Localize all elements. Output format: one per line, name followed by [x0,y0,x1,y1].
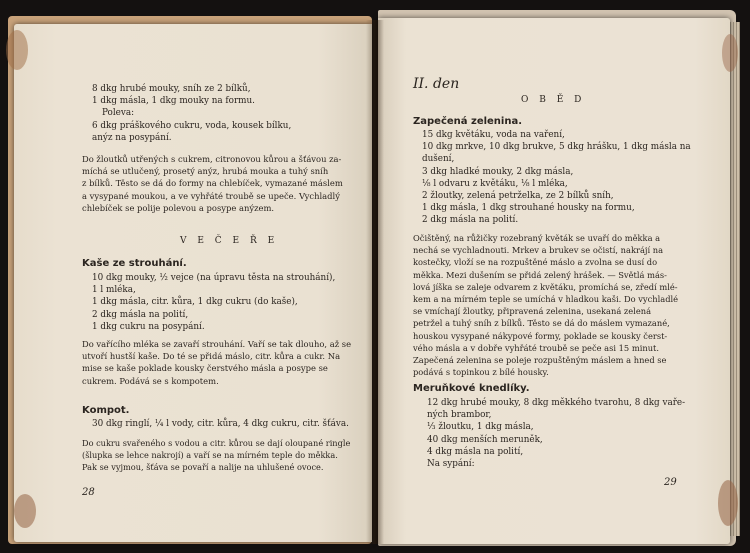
text-line: a vysypané moukou, a ve vyhřáté troubě se upeče. Vychladlý [82,190,340,201]
recipe-title-zapecena-zelenina: Zapečená zelenina. [413,116,523,127]
text-line: Očištěný, na růžičky rozebraný květák se uvaří do měkka a [413,233,661,243]
list-item: 12 dkg hrubé mouky, 8 dkg měkkého tvarohu, 8 dkg vaře- [427,398,686,408]
recipe-title-kompot: Kompot. [82,405,130,416]
recipe-1-ingredients [92,272,335,333]
left-paragraph-1 [82,153,343,214]
text-line: Pak se vyjmou, šťáva se povaří a nalije na uhlušené ovoce. [82,462,324,473]
text-line: kostečky, vloží se na rozpuštěné máslo a zvolna se dusí do [413,257,658,268]
left-ingredient-list [92,83,291,144]
text-line: míchá se utlučený, prosetý anýz, hrubá mouka a tuhý sníh [82,166,329,177]
right-paragraph-1 [413,232,678,378]
left-paragraph-3 [82,437,350,474]
list-item: 1 l mléka, [92,285,136,296]
page-number-left: 28 [82,487,95,498]
list-item: 1 dkg másla, citr. kůra, 1 dkg cukru (do kaše), [92,297,298,308]
list-item: anýz na posypání. [92,132,172,143]
right-recipe-1-ingredients [422,129,691,227]
list-item: ⅛ l odvaru z květáku, ⅛ l mléka, [422,178,568,189]
list-item: 30 dkg ringlí, ¼ l vody, citr. kůra, 4 dkg cukru, citr. šťáva. [92,419,349,429]
paper-stain [6,30,28,70]
text-line: utvoří hustší kaše. Do té se přidá máslo, citr. kůra a cukr. Na [82,351,341,362]
list-item: 10 dkg mrkve, 10 dkg brukve, 5 dkg hrášku, 1 dkg másla na [422,142,691,153]
list-item: 4 dkg másla na polití, [427,446,524,457]
list-item: dušení, [422,154,455,165]
list-item: 1 dkg másla, 1 dkg strouhané housky na formu, [422,203,635,214]
list-item: 15 dkg květáku, voda na vaření, [422,130,565,140]
list-item: ných brambor, [427,410,492,421]
book-gutter-shadow [366,20,384,544]
right-recipe-2-ingredients [427,397,685,470]
text-line: (šlupka se lehce nakrojí) a vaří se na mírném teple do měkka. [82,450,338,461]
text-line: Do žloutků utřených s cukrem, citronovou kůrou a šťávou za- [82,154,342,164]
list-item: 2 dkg másla na polití. [422,215,519,226]
day-title: II. den [413,76,460,92]
text-line: petržel a tuhý sníh z bílků. Těsto se dá do máslem vymazané, [413,318,670,329]
recipe-2-ingredients [92,418,349,430]
list-item: 1 dkg másla, 1 dkg mouky na formu. [92,96,255,107]
text-line: se vmíchají žloutky, připravená zelenina, usekaná zelená [413,306,652,317]
paper-stain [14,494,36,528]
text-line: houskou vysypané nákypové formy, poklade se kousky čerst- [413,330,668,341]
list-item: Poleva: [102,108,135,119]
paper-stain [722,34,738,72]
text-line: lová jíška se zaleje odvarem z květáku, promíchá se, zředí mlé- [413,281,678,292]
text-line: chlebíček se polije polevou a posype anýzem. [82,202,275,213]
text-line: mise se kaše poklade kousky čerstvého másla a posype se [82,363,328,374]
list-item: 2 žloutky, zelená petrželka, ze 2 bílků sníh, [422,191,614,202]
list-item: ⅓ žloutku, 1 dkg másla, [427,422,534,433]
section-title-obed: O B Ě D [521,95,586,105]
text-line: Zapečená zelenina se poleje rozpuštěným máslem a hned se [413,355,667,366]
list-item: Na sypání: [427,459,475,470]
list-item: 8 dkg hrubé mouky, sníh ze 2 bílků, [92,84,251,94]
text-line: podává s topinkou z bílé housky. [413,367,549,378]
recipe-title-merunkove-knedliky: Meruňkové knedlíky. [413,383,530,394]
list-item: 1 dkg cukru na posypání. [92,321,205,332]
list-item: 2 dkg másla na polití, [92,309,189,320]
left-paragraph-2 [82,338,351,387]
page-number-right: 29 [664,477,677,488]
list-item: 40 dkg menších meruněk, [427,434,543,445]
text-line: z bílků. Těsto se dá do formy na chlebíček, vymazané máslem [82,178,343,189]
list-item: 10 dkg mouky, ½ vejce (na úpravu těsta na strouhání), [92,273,336,283]
section-title-vecere: V E Č E Ř E [180,236,279,246]
text-line: Do vařícího mléka se zavaří strouhání. Vaří se tak dlouho, až se [82,339,352,349]
paper-stain [718,480,738,526]
text-line: nechá se vychladnouti. Mrkev a brukev se očistí, nakrájí na [413,245,664,256]
text-line: vého másla a v dobře vyhřáté troubě se peče asi 15 minut. [413,342,660,353]
text-line: měkka. Mezi dušením se přidá zelený hrášek. — Světlá más- [413,269,667,280]
text-line: cukrem. Podává se s kompotem. [82,375,219,386]
recipe-title-kase: Kaše ze strouhání. [82,258,187,269]
text-line: kem a na mírném teple se umíchá v hladkou kaši. Do vychladlé [413,294,679,305]
text-line: Do cukru svařeného s vodou a citr. kůrou se dají oloupané ringle [82,438,351,448]
list-item: 6 dkg práškového cukru, voda, kousek bílku, [92,120,292,131]
list-item: 3 dkg hladké mouky, 2 dkg másla, [422,166,574,177]
